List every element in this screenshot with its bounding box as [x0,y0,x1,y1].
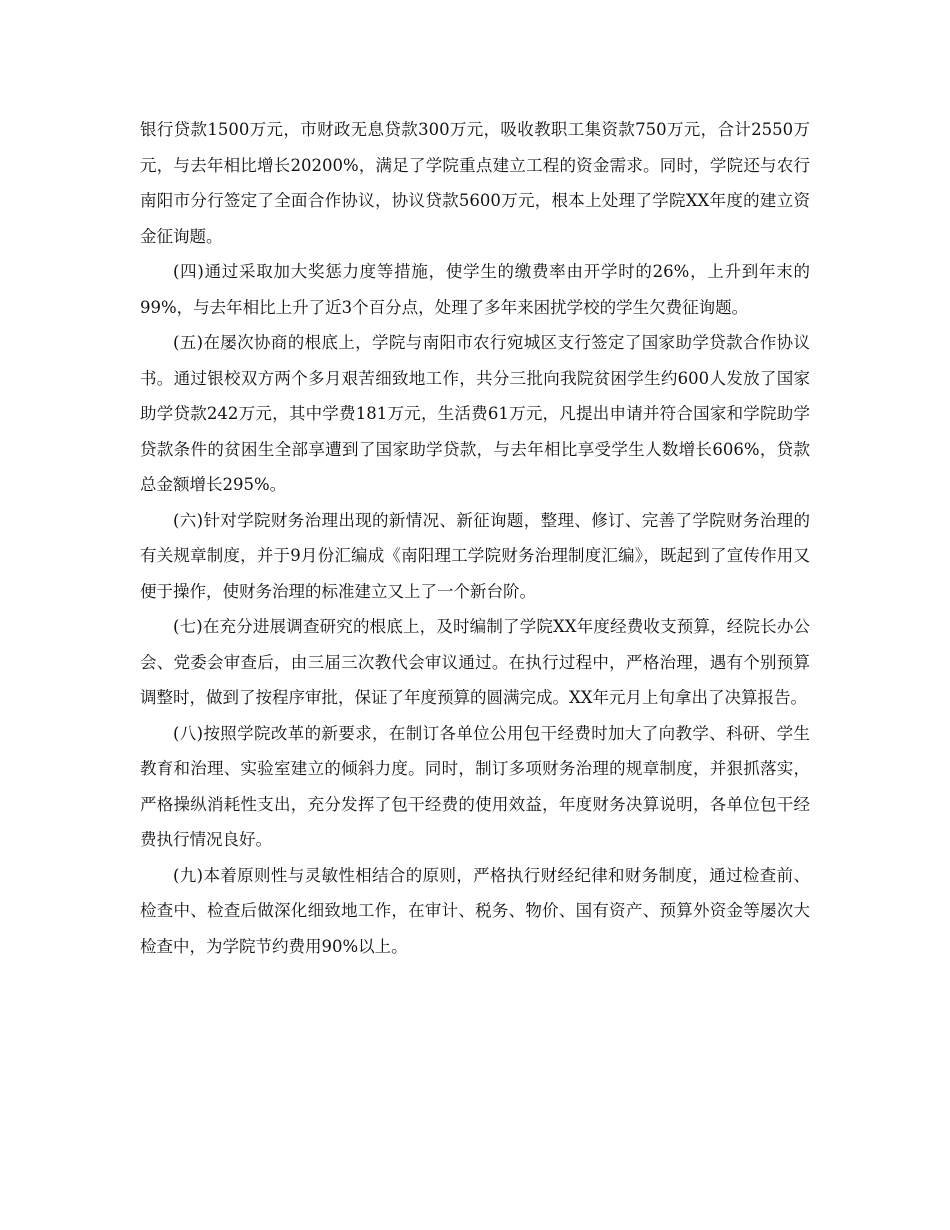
paragraph-section-5: (五)在屡次协商的根底上，学院与南阳市农行宛城区支行签定了国家助学贷款合作协议书。通过银校双方两个多月艰苦细致地工作，共分三批向我院贫困学生约600人发放了国家助学贷款242万元，其中学费181万元，生活费61万元，凡提出申请并符合国家和学院助学贷款条件的贫困生全部享遭到了国家助学贷款，与去年相比享受学生人数增长606%，贷款总金额增长295%。 [140,333,810,494]
paragraph-continuation: 银行贷款1500万元，市财政无息贷款300万元，吸收教职工集资款750万元，合计2550万元，与去年相比增长20200%，满足了学院重点建立工程的资金需求。同时，学院还与农行南阳市分行签定了全面合作协议，协议贷款5600万元，根本上处理了学院XX年度的建立资金征询题。 [140,120,810,246]
paragraph-section-6: (六)针对学院财务治理出现的新情况、新征询题，整理、修订、完善了学院财务治理的有关规章制度，并于9月份汇编成《南阳理工学院财务治理制度汇编》，既起到了宣传作用又便于操作，使财务治理的标准建立又上了一个新台阶。 [140,510,810,601]
paragraph-section-7: (七)在充分进展调查研究的根底上，及时编制了学院XX年度经费收支预算，经院长办公会、党委会审查后，由三届三次教代会审议通过。在执行过程中，严格治理，遇有个别预算调整时，做到了按程序审批，保证了年度预算的圆满完成。XX年元月上旬拿出了决算报告。 [140,617,810,707]
paragraph-section-9: (九)本着原则性与灵敏性相结合的原则，严格执行财经纪律和财务制度，通过检查前、检查中、检查后做深化细致地工作，在审计、税务、物价、国有资产、预算外资金等屡次大检查中，为学院节约费用90%以上。 [140,865,810,956]
paragraph-section-8: (八)按照学院改革的新要求，在制订各单位公用包干经费时加大了向教学、科研、学生教育和治理、实验室建立的倾斜力度。同时，制订多项财务治理的规章制度，并狠抓落实，严格操纵消耗性支出，充分发挥了包干经费的使用效益，年度财务决算说明，各单位包干经费执行情况良好。 [140,723,810,849]
paragraph-section-4: (四)通过采取加大奖惩力度等措施，使学生的缴费率由开学时的26%，上升到年末的99%，与去年相比上升了近3个百分点，处理了多年来困扰学校的学生欠费征询题。 [140,262,810,317]
document-body [140,112,810,964]
